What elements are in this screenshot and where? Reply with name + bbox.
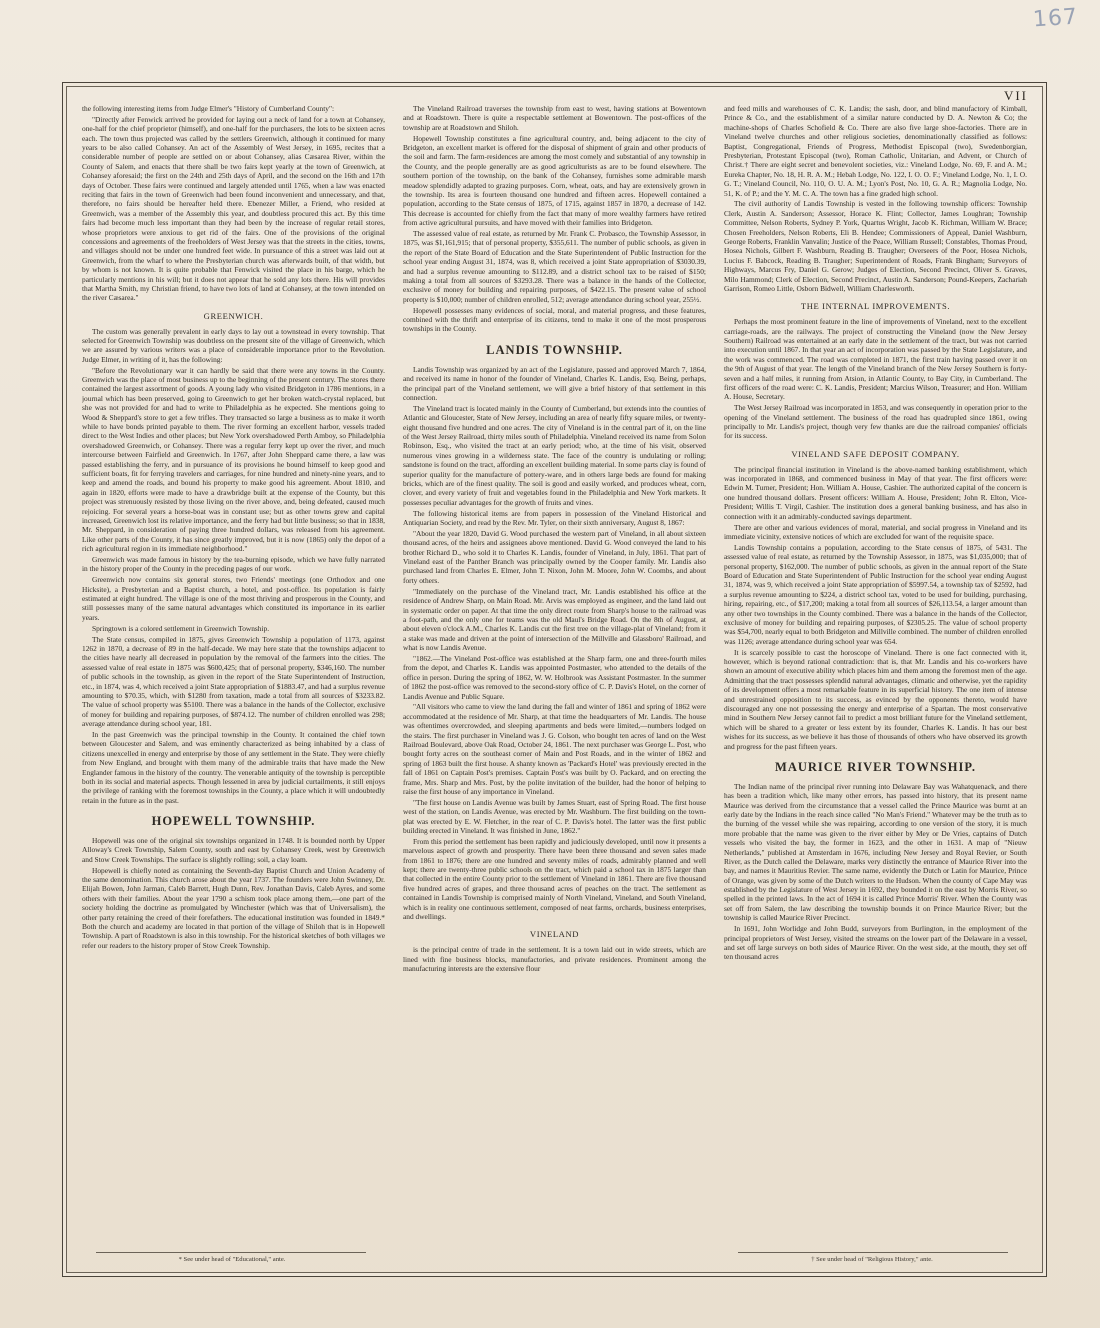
paragraph: Landis Township contains a population, according to the State census of 1875, of 5431. The assessed value of real estate, as returned by the Township Assessor, in 1875, was $1,035,000; that of personal property, $162,000. The number of public schools, as given in the annual report of the State Board of Education and State Superintendent of Public Instruction for the school year ending August 31, 1874, was 9, which received a joint State appropriation of $5997.54, a township tax of $2592, had a surplus revenue amounting to $224, a district school tax, voted to be used for building, purchasing, hiring, repairing, etc., of $17,200; making a total from all sources of $26,113.54, a larger amount than any other two townships in the County combined. There was a balance in the hands of the Collector, exclusive of money for building and repairing purposes, of $2305.25. The value of school property was $54,700, nearly equal to both Bridgeton and Millville combined. The number of children enrolled was 1126; average attendance during school year was 654. — [724, 542, 1027, 646]
paragraph: "Before the Revolutionary war it can hardly be said that there were any towns in the County. Greenwich was the place of most business up to the beginning of the present century. The stores there contained the largest assortment of goods. A young lady who visited Bridgeton in 1786 mentions, in a journal which has been preserved, going to Greenwich to get her broken watch-crystal replaced, but she was not provided for and had to write to Philadelphia as he expected. She mentions going to Wood & Sheppard's store to get a few trifles. They transacted so large a business as to make it worth while to have bonds printed payable to them. The river forming an excellent harbor, vessels traded direct to the West Indies and other places; but New York overshadowed Perth Amboy, so Philadelphia overshadowed Greenwich, or Cohansey. There was a regular ferry kept up over the river, and much intercourse between Fairfield and Greenwich. In 1767, after John Sheppard came there, a law was passed establishing the ferry, and in pursuance of its provisions he bound himself to keep good and sufficient boats, fit for ferrying travelers and carriages, for nine hundred and ninety-nine years, and to keep and amend the roads, and bound his property to make good his agreement. About 1810, and again in 1820, efforts were made to have a drawbridge built at the expense of the County, but this project was strenuously resisted by those living on the river above, and, being defeated, caused much rejoicing. For several years a horse-boat was in constant use; but as other towns grew and capital increased, Greenwich lost its relative importance, and the ferry had but little business; so that in 1838, Mr. Sheppard, in consideration of paying three hundred dollars, was released from his agreement. Like other parts of the County, it has since greatly improved, but it is now (1865) only the depot of a rich agricultural region in its immediate neighborhood." — [82, 365, 385, 554]
text-columns — [82, 104, 1027, 1264]
paragraph: The State census, compiled in 1875, gives Greenwich Township a population of 1173, against 1262 in 1870, a decrease of 89 in the half-decade. We may here state that the townships adjacent to the cities have nearly all decreased in population by the removal of the farmers into the cities. The assessed value of real estate in 1875 was $600,425; that of personal property, $346,160. The number of public schools in the township, as given in the report of the State Superintendent of Instruction, etc., in 1874, was 4, which received a joint State appropriation of $1883.47, and had a surplus revenue amounting to $70.35, which, with $1280 from taxation, made a total from all sources of $3233.82. The value of school property was $5100. There was a balance in the hands of the Collector, exclusive of money for building and repairing purposes, of $874.12. The number of children enrolled was 298; average attendance during school year, 181. — [82, 634, 385, 729]
paragraph: "All visitors who came to view the land during the fall and winter of 1861 and spring of 1862 were accommodated at the residence of Mr. Sharp, at that time the headquarters of Mr. Landis. The house was oftentimes overcrowded, and sleeping apartments and beds were limited,—numbers lodged on the stairs. The first purchaser in Vineland was J. G. Colson, who bought ten acres of land on the West Railroad Boulevard, above Oak Road, October 24, 1861. The next purchaser was George L. Post, who bought forty acres on the southeast corner of Main and Post Roads, and in the winter of 1862 and spring of 1863 built the first house. A shanty known as 'Packard's Hotel' was previously erected in the fall of 1861 on Captain Post's premises. Captain Post's was built by O. Packard, and on erecting the frame, Mrs. Sharp and Mrs. Post, by the polite invitation of the builder, had the honor of helping to raise the first house of any importance in Vineland. — [403, 702, 706, 796]
paragraph: From this period the settlement has been rapidly and judiciously developed, until now it presents a marvelous aspect of growth and prosperity. There have been three thousand and seven sales made from 1861 to 1876; there are one hundred and seventy miles of roads, admirably planned and well kept; there are twenty-three public schools on the tract, which paid a school tax in 1875 larger than that collected in the entire County prior to the settlement of Vineland in 1861. There are five thousand five hundred acres of grapes, and three thousand acres of peaches on the tract. The settlement as contained in Landis Township is comprised mainly of North Vineland, Vineland, and South Vineland, which is in reality one continuous settlement, composed of neat farms, orchards, business enterprises, and dwellings. — [403, 836, 706, 922]
section-title: HOPEWELL TOWNSHIP. — [151, 814, 316, 829]
paragraph: The Vineland tract is located mainly in the County of Cumberland, but extends into the counties of Atlantic and Gloucester, State of New Jersey, including an area of nearly fifty square miles, or twenty-eight thousand five hundred and one acres. The city of Vineland is in the central part of it, on the line of the West Jersey Railroad, thirty miles south of Philadelphia. Vineland received its name from Solon Robinson, Esq., who visited the tract at an early period; who, at the time of his visit, observed numerous vines growing in a wilderness state. The face of the country is undulating or rolling; sandstone is found on the tract, affording an excellent building material. In some parts clay is found of superior quality for the manufacture of pottery-ware, and in others large beds are found for making bricks, which are of the finest quality. The soil is good and easily worked, and produces wheat, corn, clover, and every variety of fruit and vegetables found in the Philadelphia and New York markets. It possesses peculiar advantages for the growth of fruits and vines. — [403, 403, 706, 507]
paragraph: "About the year 1820, David G. Wood purchased the western part of Vineland, in all about sixteen thousand acres, of the heirs and assignees above mentioned. David G. Wood conveyed the land to his brother Richard D., who sold it to Charles K. Landis, founder of Vineland, in July, 1861. That part of Vineland east of the Panther Branch was principally owned by the Cooper family. Mr. Landis also purchased land from Charles E. Elmer, John T. Nixon, John M. Moore, John W. Coombs, and about forty others. — [403, 528, 706, 585]
paragraph: It is scarcely possible to cast the horoscope of Vineland. There is one fact connected with it, however, which is beyond rational contradiction: that is, that Mr. Landis and his co-workers have shown an amount of executive ability which places him and them among the foremost men of the age. Admitting that the tract possesses splendid natural advantages, climatic and otherwise, yet the rapidity of its development offers a most remarkable feature in its superficial history. The one item of intense and unrestrained opposition to its success, as evinced by the opponents thereto, would have discouraged any one not possessing the energy and enterprise of a Spartan. The most conservative mind in Southern New Jersey cannot fail to predict a most brilliant future for the Vineland settlement, which will be shared to a greater or less extent by its founder, Charles K. Landis. It has our best wishes for its success, as we believe it has those of thousands of others who have observed its growth and progress for the past fifteen years. — [724, 647, 1027, 751]
column-right — [724, 104, 1027, 1264]
paragraph: The assessed value of real estate, as returned by Mr. Frank C. Probasco, the Township Assessor, in 1875, was $1,161,915; that of personal property, $355,611. The number of public schools, as given in the report of the State Board of Education and the State Superintendent of Public Instruction for the school year ending August 31, 1874, was 8, which received a joint State appropriation of $3030.39, and had a surplus revenue amounting to $112.89, and a district school tax to be raised of $150; making a total from all sources of $3293.28. There was a balance in the hands of the Collector, exclusive of money for building and repairing purposes, of $422.15. The present value of school property is $10,000; number of children enrolled, 512; average attendance during school year, 255½. — [403, 229, 706, 304]
section-title: MAURICE RIVER TOWNSHIP. — [775, 759, 976, 774]
column-middle — [403, 104, 706, 1264]
paragraph: "The first house on Landis Avenue was built by James Stuart, east of Spring Road. The first house west of the station, on Landis Avenue, was erected by Mr. Washburn. The first building on the town-plat was erected by E. W. Fletcher, in the rear of C. P. Davis's hotel. The latter was the first public building erected in Vineland. It was finished in June, 1862." — [403, 797, 706, 835]
paragraph: "1862.—The Vineland Post-office was established at the Sharp farm, one and three-fourth miles from the depot, and Charles K. Landis was appointed Postmaster, who attended to the details of the office in person. During the spring of 1862, W. W. Holbrook was Assistant Postmaster. In the summer of 1862 the post-office was removed to the second-story office of C. P. Davis's Hotel, on the corner of Landis Avenue and Public Square. — [403, 653, 706, 701]
paragraph: Landis Township was organized by an act of the Legislature, passed and approved March 7, 1864, and received its name in honor of the founder of Vineland, Charles K. Landis, Esq. Being, perhaps, the principal part of the Vineland settlement, we will give a brief history of that settlement in this connection. — [403, 364, 706, 402]
paragraph: Greenwich was made famous in history by the tea-burning episode, which we have fully narrated in the history proper of the County in the preceding pages of our work. — [82, 554, 385, 574]
footnote-right: † See under head of "Religious History," ante. — [811, 1256, 933, 1263]
paragraph: is the principal centre of trade in the settlement. It is a town laid out in wide streets, which are lined with fine business blocks, manufactories, and private residences. Prominent among the manufacturing interests are the extensive flour — [403, 945, 706, 974]
paragraph: The civil authority of Landis Township is vested in the following township officers: Township Clerk, Austin A. Sanderson; Assessor, Horace K. Flint; Collector, James Loughran; Township Committee, Nelson Roberts, Sydney P. York, Quartus Wright, Jacob K. Richman, William W. Brace; Chosen Freeholders, Nelson Roberts, Eli B. Hendee; Commissioners of Appeal, Daniel Washburn, George Roberts, Franklin Vanvalin; Justice of the Peace, William Russell; Constables, Thomas Proud, Hosea Nichols, Gilbert F. Washburn, Reading B. Traugher; Overseers of the Poor, Hosea Nichols, Lucius F. Babcock, Reading B. Traugher; Superintendent of Roads, Frank Bingham; Surveyors of Highways, Marcus Fry, Daniel G. Gerow; Judges of Election, Second Precinct, Oliver S. Graves, Milo Hammond; Clerk of Election, Second Precinct, Austin A. Sanderson; Pound-Keepers, Zachariah Garrison, Romeo Little, Osborn Bidwell, William Charlesworth. — [724, 199, 1027, 293]
section-heading: THE INTERNAL IMPROVEMENTS. — [800, 301, 951, 312]
footnote-left: * See under head of "Educational," ante. — [178, 1256, 286, 1263]
paragraph: The Indian name of the principal river running into Delaware Bay was Wahatquenack, and there has been a tradition which, like many other errors, has passed into history, that its present name Maurice was derived from the circumstance that a vessel called the Prince Maurice was burnt at an early date by the Indians in the reach since called "No Man's Friend." Whatever may be the truth as to the burning of the vessel while she was repairing, according to one version of the story, it is much more probable that the name was given to the river either by Mey or De Vries, captains of Dutch vessels who visited the bay, the former in 1623, and the other in 1631. A map of "Nieuw Netherlands," published at Amsterdam in 1676, including New Jersey and Royal Revier, or South River, as the Dutch called the Delaware, marks very distinctly the entrance of Maurice River into the bay, and names it Mauritius Revier. The same name, evidently the Dutch or Latin for Maurice, Prince of Orange, was given by some of the Dutch writers to the Hudson. When the county of Cape May was established by the Legislature of West Jersey in 1692, they bounded it on the east by Morris River, so spelled in the printed laws. In the act of 1694 it is called Prince Morris' River. When the County was set off from Salem, the law describing the township bounds it on Prince Maurice River; but the township is called Maurice River Precinct. — [724, 781, 1027, 923]
paragraph: In 1691, John Worlidge and John Budd, surveyors from Burlington, in the employment of the principal proprietors of West Jersey, visited the streams on the lower part of the Delaware in a vessel, and set off large surveys on both sides of Maurice River. On the west side, at the mouth, they set off ten thousand acres — [724, 924, 1027, 962]
paragraph: "Directly after Fenwick arrived he provided for laying out a neck of land for a town at Cohansey, one-half for the chief proprietor (himself), and one-half for the purchasers, the lots to be sixteen acres each. The town thus projected was called by the settlers Greenwich, although it continued for many years to be also called Cohansey. An act of the Assembly of West Jersey, in 1695, recites that a considerable number of people are settled on or about Cohansey, alias Cæsarea River, within the County of Salem, and enacts that there shall be two fairs kept yearly at the town of Greenwich, at Cohansey aforesaid; the first on the 24th and 25th days of April, and the second on the 16th and 17th days of October. These fairs were continued and largely attended until 1765, when a law was enacted reciting that fairs in the town of Greenwich had been found inconvenient and unnecessary, and that, therefore, no fairs should be hereafter held there. Ebenezer Miller, a Friend, who resided at Greenwich, was a member of the Assembly this year, and doubtless procured this act. By this time fairs had become much less important than they had been by the increase of regular retail stores, whose proprietors were anxious to get rid of the fairs. One of the provisions of the original concessions and agreements of the freeholders of West Jersey was that the streets in the cities, towns, and villages should not be under one hundred feet wide. In pursuance of this a street was laid out at Greenwich, from the wharf to where the Presbyterian church was afterwards built, of that width, but by whom is not known. It is quite probable that Fenwick visited the place in his barge, which he particularly mentions in his will; but it does not appear that he sold any lots there. His will provides that Martha Smith, my Christian friend, to have two lots of land at Cohansey, at the town intended on the river Cæsarea." — [82, 114, 385, 303]
paragraph: Hopewell was one of the original six townships organized in 1748. It is bounded north by Upper Alloway's Creek Township, Salem County, south and east by Cohansey Creek, west by Greenwich and Stow Creek Townships. The surface is slightly rolling; soil, a clay loam. — [82, 836, 385, 864]
paragraph: and feed mills and warehouses of C. K. Landis; the sash, door, and blind manufactory of Kimball, Prince & Co., and the establishment of a similar nature conducted by D. A. Newton & Co; the machine-shops of Charles Schofield & Co. There are also five large shoe-factories. There are in Vineland twelve churches and other religious societies, denominationally classified as follows: Baptist, Congregational, Friends of Progress, Methodist Episcopal (two), Swedenborgian, Presbyterian, Protestant Episcopal (two), Roman Catholic, Unitarian, and Advent, or Church of Christ.† There are eight secret and benevolent societies, viz.: Vineland Lodge, No. 69, F. and A. M.; Eureka Chapter, No. 18, H. R. A. M.; Hebah Lodge, No. 122, I. O. O. F.; Vineland Lodge, No. 1, I. O. G. T.; Vineland Council, No. 110, O. U. A. M.; Lyon's Post, No. 10, G. A. R.; Magnolia Lodge, No. 51, K. of P.; and the Y. M. C. A. The town has a fine graded high school. — [724, 104, 1027, 198]
pencil-page-note: 167 — [1032, 4, 1079, 33]
paragraph: In the past Greenwich was the principal township in the County. It contained the chief town between Gloucester and Salem, and was eminently characterized as being inhabited by a class of citizens unexcelled in energy and enterprise by those of any settlement in the State. They were chiefly from New England, and brought with them many of the admirable traits that have made the New Englander famous in the history of the country. The venerable antiquity of the township is perceptible both in its social and material aspects. Though lessened in area by judicial curtailments, it still enjoys the privilege of ranking with the foremost townships in the County, a place which it will undoubtedly retain in the future as in the past. — [82, 730, 385, 805]
paragraph: Springtown is a colored settlement in Greenwich Township. — [92, 623, 270, 633]
paragraph: Hopewell Township constitutes a fine agricultural country, and, being adjacent to the city of Bridgeton, an excellent market is offered for the disposal of shipment of grain and other products of the soil and farm. The farm-residences are among the most comely and substantial of any township in the County, and the people generally are as good agriculturists as are to be found elsewhere. The southern portion of the township, on the bank of the Cohansey, furnishes some admirable marsh meadow splendidly adapted to grazing purposes. Corn, wheat, oats, and hay are extensively grown in the township. Its area is fourteen thousand one hundred and fifteen acres. Hopewell contained a population, according to the State census of 1875, of 1715, against 1857 in 1870, a decrease of 142. This decrease is accounted for chiefly from the fact that many of more wealthy farmers have retired from active agricultural pursuits, and have moved with their families into Bridgeton. — [403, 133, 706, 228]
section-heading: GREENWICH. — [203, 310, 264, 321]
paragraph: There are other and various evidences of moral, material, and social progress in Vineland and its immediate vicinity, extensive notices of which are excluded for want of the requisite space. — [724, 522, 1027, 541]
page-number: VII — [1003, 88, 1028, 103]
paragraph: Perhaps the most prominent feature in the line of improvements of Vineland, next to the excellent carriage-roads, are the railways. The project of constructing the Vineland (now the New Jersey Southern) Railroad was entertained at an early date in the settlement of the tract, but was not carried into execution until 1867. In that year an act of incorporation was passed by the State Legislature, and the work was commenced. The road was completed in 1871, the first train having passed over it on the 9th of August of that year. The length of the Vineland branch of the New Jersey Southern is forty-seven and a half miles, it running from Atsion, in Atlantic County, to Bay City, in Cumberland. The first officers of the road were: C. K. Landis, President; Marcius Wilson, Treasurer; and Hon. William A. House, Secretary. — [724, 317, 1027, 402]
paragraph: The West Jersey Railroad was incorporated in 1853, and was consequently in operation prior to the opening of the Vineland settlement. The business of the road has quadrupled since 1861, owing principally to Mr. Landis's project, though very few thanks are due the railroad companies' officials for its success. — [724, 403, 1027, 441]
footnote-rule-right — [738, 1252, 1008, 1253]
section-heading: VINELAND SAFE DEPOSIT COMPANY. — [791, 448, 960, 459]
paragraph: the following interesting items from Judge Elmer's "History of Cumberland County": — [82, 104, 335, 113]
paragraph: "Immediately on the purchase of the Vineland tract, Mr. Landis established his office at the residence of Andrew Sharp, on Main Road. Mr. Arvis was employed as engineer, and the land laid out in systematic order on paper. At that time the only direct route from Sharp's house to the railroad was a foot-path, and the only one for teams was the old Maul's Bridge Road. On the 8th of August, at about eleven o'clock A.M., Charles K. Landis cut the first tree on the village-plat of Vineland; from it a stake was made and driven at the point of intersection of the Millville and Glassboro' Railroad, and what is now Landis Avenue. — [403, 586, 706, 653]
section-heading: VINELAND — [529, 929, 580, 940]
paragraph: Greenwich now contains six general stores, two Friends' meetings (one Orthodox and one Hicksite), a Presbyterian and a Baptist church, a hotel, and post-office. Its population is fairly estimated at eight hundred. The village is one of the most thriving and prosperous in the County, and still possesses many of the same natural advantages which constituted its importance in its earlier years. — [82, 575, 385, 622]
paragraph: Hopewell possesses many evidences of social, moral, and material progress, and these features, combined with the thrift and enterprise of its citizens, tend to make it one of the most prosperous townships in the County. — [403, 305, 706, 334]
paragraph: The Vineland Railroad traverses the township from east to west, having stations at Bowentown and at Roadstown. There is quite a respectable settlement at Bowentown. The post-offices of the township are at Roadstown and Shiloh. — [403, 104, 706, 132]
paragraph: The following historical items are from papers in possession of the Vineland Historical and Antiquarian Society, and read by the Rev. Mr. Tyler, on their sixth anniversary, August 8, 1867: — [403, 508, 706, 527]
paragraph: The principal financial institution in Vineland is the above-named banking establishment, which was incorporated in 1868, and commenced business in May of that year. The first officers were: Edwin M. Turner, President; Hon. William A. House, Cashier. The authorized capital of the concern is one hundred thousand dollars. Present officers: William A. House, President; John R. Elton, Vice-President; Willis T. Virgil, Cashier. The institution does a general banking business, and has also in connection with it an admirably-conducted savings department. — [724, 464, 1027, 521]
paragraph: Hopewell is chiefly noted as containing the Seventh-day Baptist Church and Union Academy of the same denomination. This church arose about the year 1737. The founders were John Swinney, Dr. Elijah Bowen, John Jarman, Caleb Barrett, Hugh Dunn, Rev. Jonathan Davis, Caleb Ayres, and some others with their families. About the year 1790 a schism took place among them,—one part of the society holding the doctrine as promulgated by Winchester (which was that of Universalism), the other party retaining the creed of their forefathers. The educational institution was founded in 1849.* Both the church and academy are located in that portion of the village of Shiloh that is in Hopewell Township. A part of Roadstown is also in this township. For the historical sketches of both villages we refer our readers to the history proper of Stow Creek Township. — [82, 865, 385, 950]
section-title: LANDIS TOWNSHIP. — [486, 342, 623, 357]
paragraph: The custom was generally prevalent in early days to lay out a townstead in every township. That selected for Greenwich Township was doubtless on the present site of the village of Greenwich, which we are assured by various writers was a place of considerable importance prior to the Revolution. Judge Elmer, in writing of it, has the following: — [82, 326, 385, 364]
footnote-rule-left — [96, 1252, 366, 1253]
column-left — [82, 104, 385, 1264]
